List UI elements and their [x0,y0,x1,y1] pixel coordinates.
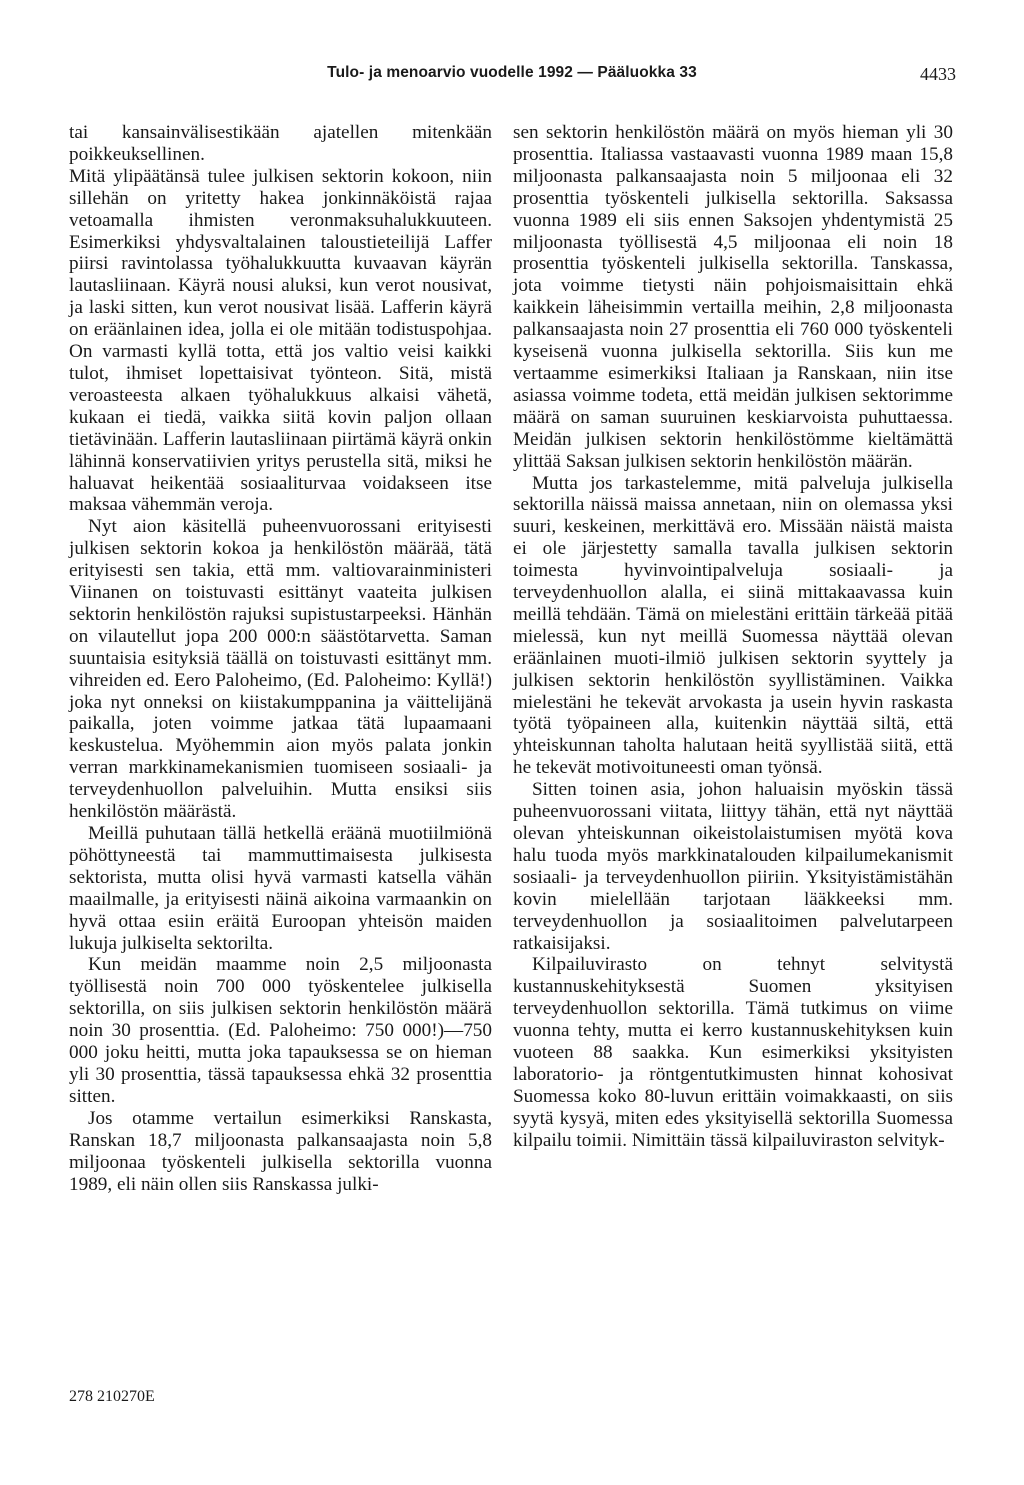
paragraph: Mutta jos tarkastelemme, mitä palveluja julkisella sektorilla näissä maissa annetaan, niin on olemassa yksi suuri, keskeinen, merkittävä ero. Missään näistä maista ei ole järjestetty samalla tavalla julkisen sektorin toimesta hyvinvointipalveluja sosiaali- ja terveydenhuollon alalla, ei siinä mittakaavassa kuin meillä tehdään. Tämä on mielestäni erittäin tärkeää pitää mielessä, kun nyt meillä Suomessa näyttää olevan eräänlainen muoti-ilmiö julkisen sektorin syyttely ja julkisen sektorin henkilöstön syyllistäminen. Vaikka mielestäni he tekevät arvokasta ja usein hyvin raskasta työtä työpaineen alla, kuitenkin näyttää siltä, että yhteiskunnan taholta halutaan heitä syyllistää siitä, että he tekevät motivoituneesti oman työnsä. [513,472,953,779]
paragraph: Sitten toinen asia, johon haluaisin myöskin tässä puheenvuorossani viitata, liittyy tähän, että nyt näyttää olevan yhteiskunnan oikeistolaistumisen myötä kova halu tuoda myös markkinatalouden kilpailumekanismit sosiaali- ja terveydenhuollon piiriin. Yksityistämistähän kovin mielellään tarjotaan lääkkeeksi mm. terveydenhuollon ja sosiaalitoimen palvelutarpeen ratkaisijaksi. [513,779,953,954]
paragraph: Nyt aion käsitellä puheenvuorossani erityisesti julkisen sektorin kokoa ja henkilöstön määrää, tätä erityisesti sen takia, että mm. valtiovarainministeri Viinanen on toistuvasti esittänyt vaateita julkisen sektorin henkilöstön rajuksi supistustarpeeksi. Hänhän on vilautellut jopa 200 000:n säästötarvetta. Saman suuntaisia esityksiä täällä on toistuvasti esittänyt mm. vihreiden ed. Eero Paloheimo, (Ed. Paloheimo: Kyllä!) joka nyt onneksi on kiistakumppanina ja väittelijänä paikalla, joten voimme jatkaa tätä lupaamaani keskustelua. Myöhemmin aion myös palata jonkin verran markkinamekanismien tuomiseen sosiaali- ja terveydenhuollon palveluihin. Mutta ensiksi siis henkilöstön määrästä. [69,516,492,823]
right-text-column [513,122,953,1152]
paragraph: sen sektorin henkilöstön määrä on myös hieman yli 30 prosenttia. Italiassa vastaavasti vuonna 1989 maan 15,8 miljoonasta palkansaajasta noin 5 miljoonaa eli 32 prosenttia työskenteli julkisella sektorilla. Saksassa vuonna 1989 eli siis ennen Saksojen yhdentymistä 25 miljoonasta työllisestä 4,5 miljoonaa eli noin 18 prosenttia työskenteli julkisella sektorilla. Tanskassa, jota voimme tietysti näin pohjoismaisittain ehkä kaikkein läheisimmin vertailla meihin, 2,8 miljoonasta palkansaajasta noin 27 prosenttia eli 760 000 työskenteli kyseisenä vuonna julkisella sektorilla. Siis kun me vertaamme esimerkiksi Italiaan ja Ranskaan, niin itse asiassa voimme todeta, että meidän julkisen sektorimme määrä on saman suuruinen keskiarvoista puhuttaessa. Meidän julkisen sektorin henkilöstömme kieltämättä ylittää Saksan julkisen sektorin henkilöstön määrän. [513,122,953,472]
page-number: 4433 [920,64,956,84]
running-header [0,64,1024,92]
paragraph: Kun meidän maamme noin 2,5 miljoonasta työllisestä noin 700 000 työskentelee julkisella sektorilla, on siis julkisen sektorin henkilöstön määrä noin 30 prosenttia. (Ed. Paloheimo: 750 000!)—750 000 joku heitti, mutta joka tapauksessa se on hieman yli 30 prosenttia, tässä tapauksessa ehkä 32 prosenttia sitten. [69,954,492,1107]
paragraph: Jos otamme vertailun esimerkiksi Ranskasta, Ranskan 18,7 miljoonasta palkansaajasta noin 5,8 miljoonaa työskenteli julkisella sektorilla vuonna 1989, eli näin ollen siis Ranskassa julki- [69,1107,492,1195]
paragraph: tai kansainvälisestikään ajatellen mitenkään poikkeuksellinen. [69,122,492,165]
left-text-column [69,122,492,1195]
paragraph: Meillä puhutaan tällä hetkellä eräänä muotiilmiönä pöhöttyneestä tai mammuttimaisesta julkisesta sektorista, mutta olisi hyvä varmasti katsella vähän maailmalle, ja erityisesti näinä aikoina varmaankin on hyvä ottaa esiin eräitä Euroopan yhteisön maiden lukuja julkiselta sektorilta. [69,823,492,954]
header-title: Tulo- ja menoarvio vuodelle 1992 — Pääluokka 33 [327,64,697,81]
paragraph: Mitä ylipäätänsä tulee julkisen sektorin kokoon, niin sillehän on yritetty hakea jonkinnäköistä rajaa vetoamalla ihmisten veronmaksuhalukkuuteen. Esimerkiksi yhdysvaltalainen taloustieteilijä Laffer piirsi ravintolassa työhalukkuutta kuvaavan käyrän lautasliinaan. Käyrä nousi aluksi, kun verot nousivat, ja laski sitten, kun verot nousivat lisää. Lafferin käyrä on eräänlainen idea, jolla ei ole mitään todistuspohjaa. On varmasti kyllä totta, että jos valtio veisi kaikki tulot, ihmiset lopettaisivat työnteon. Sitä, mistä veroasteesta alkaen työhalukkuus alkaisi vähetä, kukaan ei tiedä, vaikka siitä kovin paljon ollaan tietävinään. Lafferin lautasliinaan piirtämä käyrä onkin lähinnä konservatiivien yritys perustella sitä, miksi he haluavat heikentää sosiaaliturvaa voidakseen itse maksaa vähemmän veroja. [69,165,492,516]
paragraph: Kilpailuvirasto on tehnyt selvitystä kustannuskehityksestä Suomen yksityisen terveydenhuollon sektorilla. Tämä tutkimus on viime vuonna tehty, mutta ei kerro kustannuskehityksen kuin vuoteen 88 saakka. Kun esimerkiksi yksityisten laboratorio- ja röntgentutkimusten hinnat kohosivat Suomessa koko 80-luvun erittäin voimakkaasti, on siis syytä kysyä, miten edes yksityisellä sektorilla Suomessa kilpailu toimii. Nimittäin tässä kilpailuviraston selvityk- [513,954,953,1151]
footer-print-code: 278 210270E [69,1388,155,1405]
